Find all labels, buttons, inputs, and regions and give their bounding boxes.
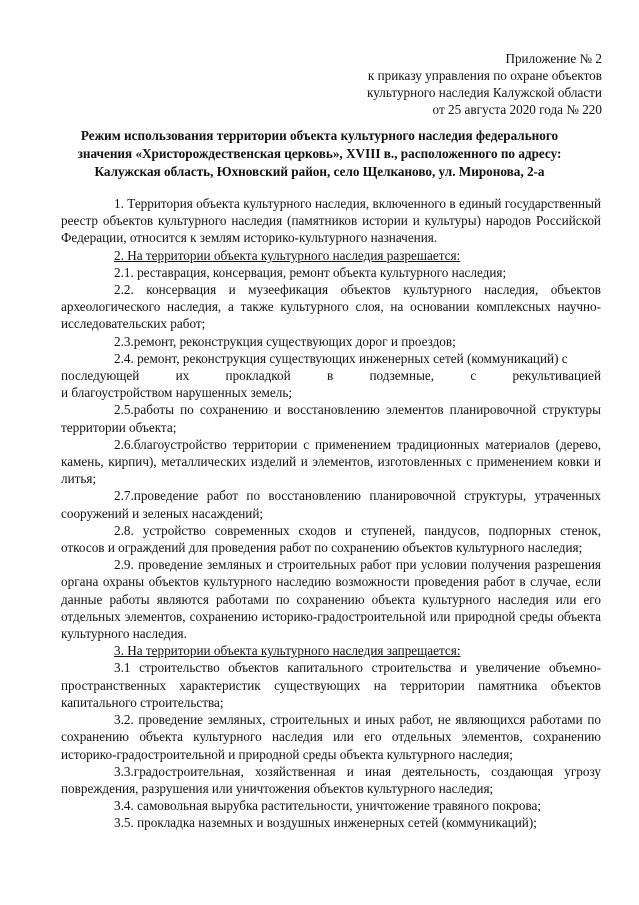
appendix-line-4: от 25 августа 2020 года № 220 xyxy=(432,102,602,117)
appendix-line-2: к приказу управления по охране объектов xyxy=(367,68,602,83)
paragraph-3-4: 3.4. самовольная вырубка растительности, уничтожение травяного покрова; xyxy=(114,798,542,814)
paragraph-2-4-line-1: 2.4. ремонт, реконструкция существующих инженерных сетей (коммуникаций) с xyxy=(114,350,568,366)
paragraph-2-7: 2.7.проведение работ по восстановлению планировочной структуры, утраченных сооружений и зеленых насаждений; xyxy=(61,488,601,521)
paragraph-3-3: 3.3.градостроительная, хозяйственная и иная деятельность, создающая угрозу повреждения, разрушения или уничтожения объектов культурного наследия; xyxy=(61,763,601,796)
paragraph-2-4-line-3: и благоустройством нарушенных земель; xyxy=(61,385,293,401)
paragraph-3-5: 3.5. прокладка наземных и воздушных инженерных сетей (коммуникаций); xyxy=(114,815,537,831)
paragraph-2-4-line-2: последующей их прокладкой в подземные, с рекультивацией xyxy=(61,368,601,384)
paragraph-2-6: 2.6.благоустройство территории с применением традиционных материалов (дерево, камень, кирпич), металлических изделий и элементов, изготовленных с применением ковки и литья; xyxy=(61,436,601,487)
appendix-line-1: Приложение № 2 xyxy=(505,51,602,66)
paragraph-2-4 xyxy=(61,350,601,402)
title-line-2: значения «Христорождественская церковь», XVIII в., расположенного по адресу: xyxy=(77,146,562,161)
title-line-3: Калужская область, Юхновский район, село Щелканово, ул. Миронова, 2-а xyxy=(94,164,545,179)
paragraph-3-1: 3.1 строительство объектов капитального строительства и увеличение объемно-пространственных характеристик существующих на территории памятника объектов капитального строительства; xyxy=(61,660,601,710)
paragraph-2-8: 2.8. устройство современных сходов и ступеней, пандусов, подпорных стенок, откосов и ограждений для проведения работ по сохранению объектов культурного наследия; xyxy=(61,522,601,556)
paragraph-2-1: 2.1. реставрация, консервация, ремонт объекта культурного наследия; xyxy=(114,264,507,280)
paragraph-3-2: 3.2. проведение земляных, строительных и иных работ, не являющихся работами по сохранению объекта культурного наследия или его отдельных элементов, сохранению историко-градостроительной и природной среды объекта культурного наследия; xyxy=(61,712,601,762)
paragraph-2-5: 2.5.работы по сохранению и восстановлению элементов планировочной структуры территории объекта; xyxy=(61,402,601,435)
document-body xyxy=(61,195,601,832)
section-2-heading: 2. На территории объекта культурного наследия разрешается: xyxy=(114,247,461,263)
paragraph-2-3: 2.3.ремонт, реконструкция существующих дорог и проездов; xyxy=(114,333,456,349)
title-line-1: Режим использования территории объекта культурного наследия федерального xyxy=(80,128,559,143)
document-title xyxy=(40,127,599,181)
section-3-heading: 3. На территории объекта культурного наследия запрещается: xyxy=(114,643,461,659)
appendix-line-3: культурного наследия Калужской области xyxy=(367,85,602,100)
paragraph-1: 1. Территория объекта культурного наследия, включенного в единый государственный реестр объектов культурного наследия (памятников истории и культуры) народов Российской Федерации, относится к землям историко-культурного назначения. xyxy=(61,196,601,246)
paragraph-2-9: 2.9. проведение земляных и строительных работ при условии получения разрешения органа охраны объектов культурного наследию возможности проведения работ в случае, если данные работы являются работами по сохранению объекта культурного наследия или его отдельных элементов, сохранению историко-градостроительной или природной среды объекта культурного наследия. xyxy=(61,557,601,642)
paragraph-2-2: 2.2. консервация и музеефикация объектов культурного наследия, объектов археологического наследия, а также культурного слоя, на основании комплексных научно-исследовательских работ; xyxy=(61,282,601,332)
appendix-header xyxy=(302,50,602,118)
